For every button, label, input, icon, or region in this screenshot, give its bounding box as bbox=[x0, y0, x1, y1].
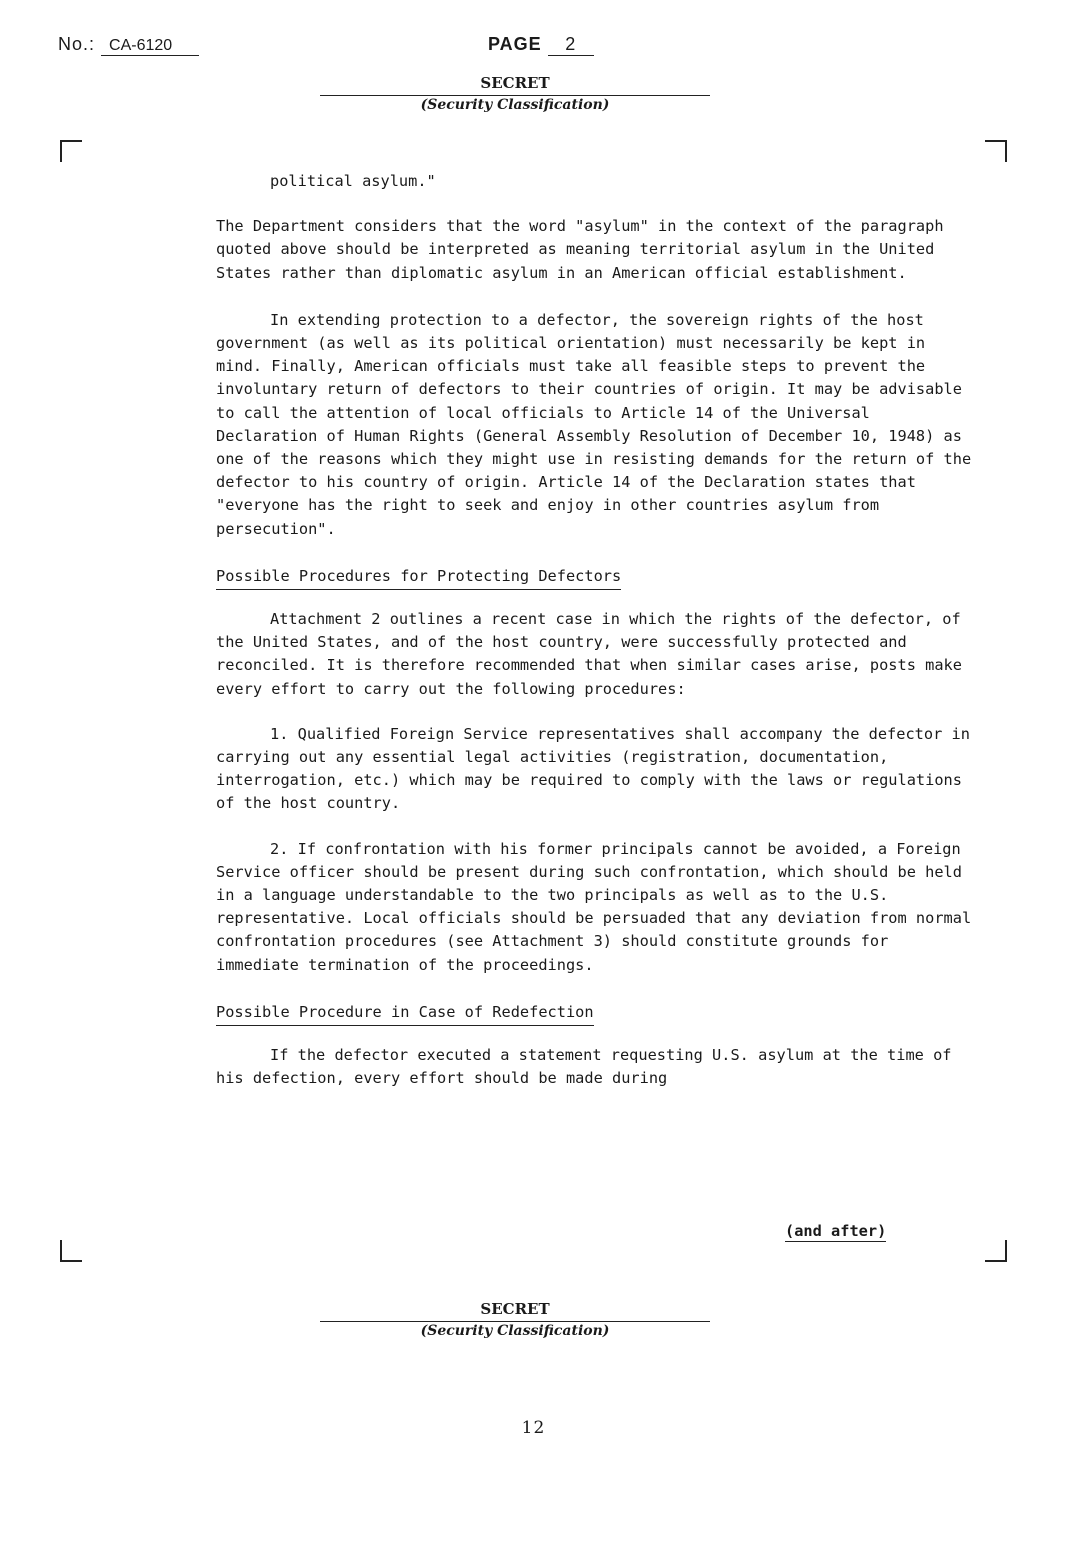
classification-rule bbox=[320, 1321, 710, 1322]
procedure-item-2: 2. If confrontation with his former principals cannot be avoided, a Foreign Service officer should be present during such confrontation, which should be held in a language understandable to the two principals as well as to the U.S. representative. Local officials should be persuaded that any deviation from normal confrontation procedures (see Attachment 3) should constitute grounds for immediate termination of the proceedings. bbox=[216, 839, 972, 974]
corner-mark-top-left bbox=[60, 140, 82, 162]
corner-mark-bottom-right bbox=[985, 1240, 1007, 1262]
page-value: 2 bbox=[548, 34, 594, 56]
corner-mark-bottom-left bbox=[60, 1240, 82, 1262]
page-label: PAGE bbox=[488, 34, 542, 54]
security-classification-top bbox=[320, 74, 710, 113]
classification-word: SECRET bbox=[480, 1300, 550, 1318]
memo-body bbox=[216, 170, 976, 1091]
paragraph-opening-quote-end: political asylum." bbox=[270, 172, 436, 190]
paragraph-attachment-2: Attachment 2 outlines a recent case in which the rights of the defector, of the United States, and of the host country, were successfully protected and reconciled. It is therefore recommended that when similar cases arise, posts make every effort to carry out the following procedures: bbox=[216, 610, 962, 698]
paragraph-extending-protection: In extending protection to a defector, the sovereign rights of the host government (as well as its political orientation) must necessarily be kept in mind. Finally, American officials must take all feasible steps to prevent the involuntary return of defectors to their countries of origin. It may be advisable to call the attention of local officials to Article 14 of the Universal Declaration of Human Rights (General Assembly Resolution of December 10, 1948) as one of the reasons which they might use in resisting demands for the return of the defector to his country of origin. Article 14 of the Declaration states that "everyone has the right to seek and enjoy in other countries asylum from persecution". bbox=[216, 310, 972, 538]
classification-caption: (Security Classification) bbox=[420, 1323, 610, 1339]
page-indicator bbox=[488, 34, 594, 56]
procedure-item-1: 1. Qualified Foreign Service representatives shall accompany the defector in carrying out any essential legal activities (registration, documentation, interrogation, etc.) which may be required to comply with the laws or regulations of the host country. bbox=[216, 724, 970, 813]
paragraph-asylum-interpretation: The Department considers that the word "asylum" in the context of the paragraph quoted above should be interpreted as meaning territorial asylum in the United States rather than diplomatic asylum in an American official establishment. bbox=[216, 217, 944, 282]
classification-rule bbox=[320, 95, 710, 96]
document-number-label: No.: bbox=[58, 34, 96, 54]
corner-mark-top-right bbox=[985, 140, 1007, 162]
security-classification-bottom bbox=[320, 1300, 710, 1339]
page-number: 12 bbox=[521, 1418, 546, 1438]
heading-redefection: Possible Procedure in Case of Redefection bbox=[216, 1001, 594, 1026]
heading-protecting-defectors: Possible Procedures for Protecting Defectors bbox=[216, 565, 621, 590]
continuation-note: (and after) bbox=[785, 1222, 887, 1240]
classification-word: SECRET bbox=[480, 74, 550, 92]
document-number-value: CA-6120 bbox=[101, 37, 199, 56]
classification-caption: (Security Classification) bbox=[420, 97, 610, 113]
paragraph-redefection: If the defector executed a statement requesting U.S. asylum at the time of his defection, every effort should be made during bbox=[216, 1046, 952, 1088]
document-number bbox=[58, 34, 199, 56]
